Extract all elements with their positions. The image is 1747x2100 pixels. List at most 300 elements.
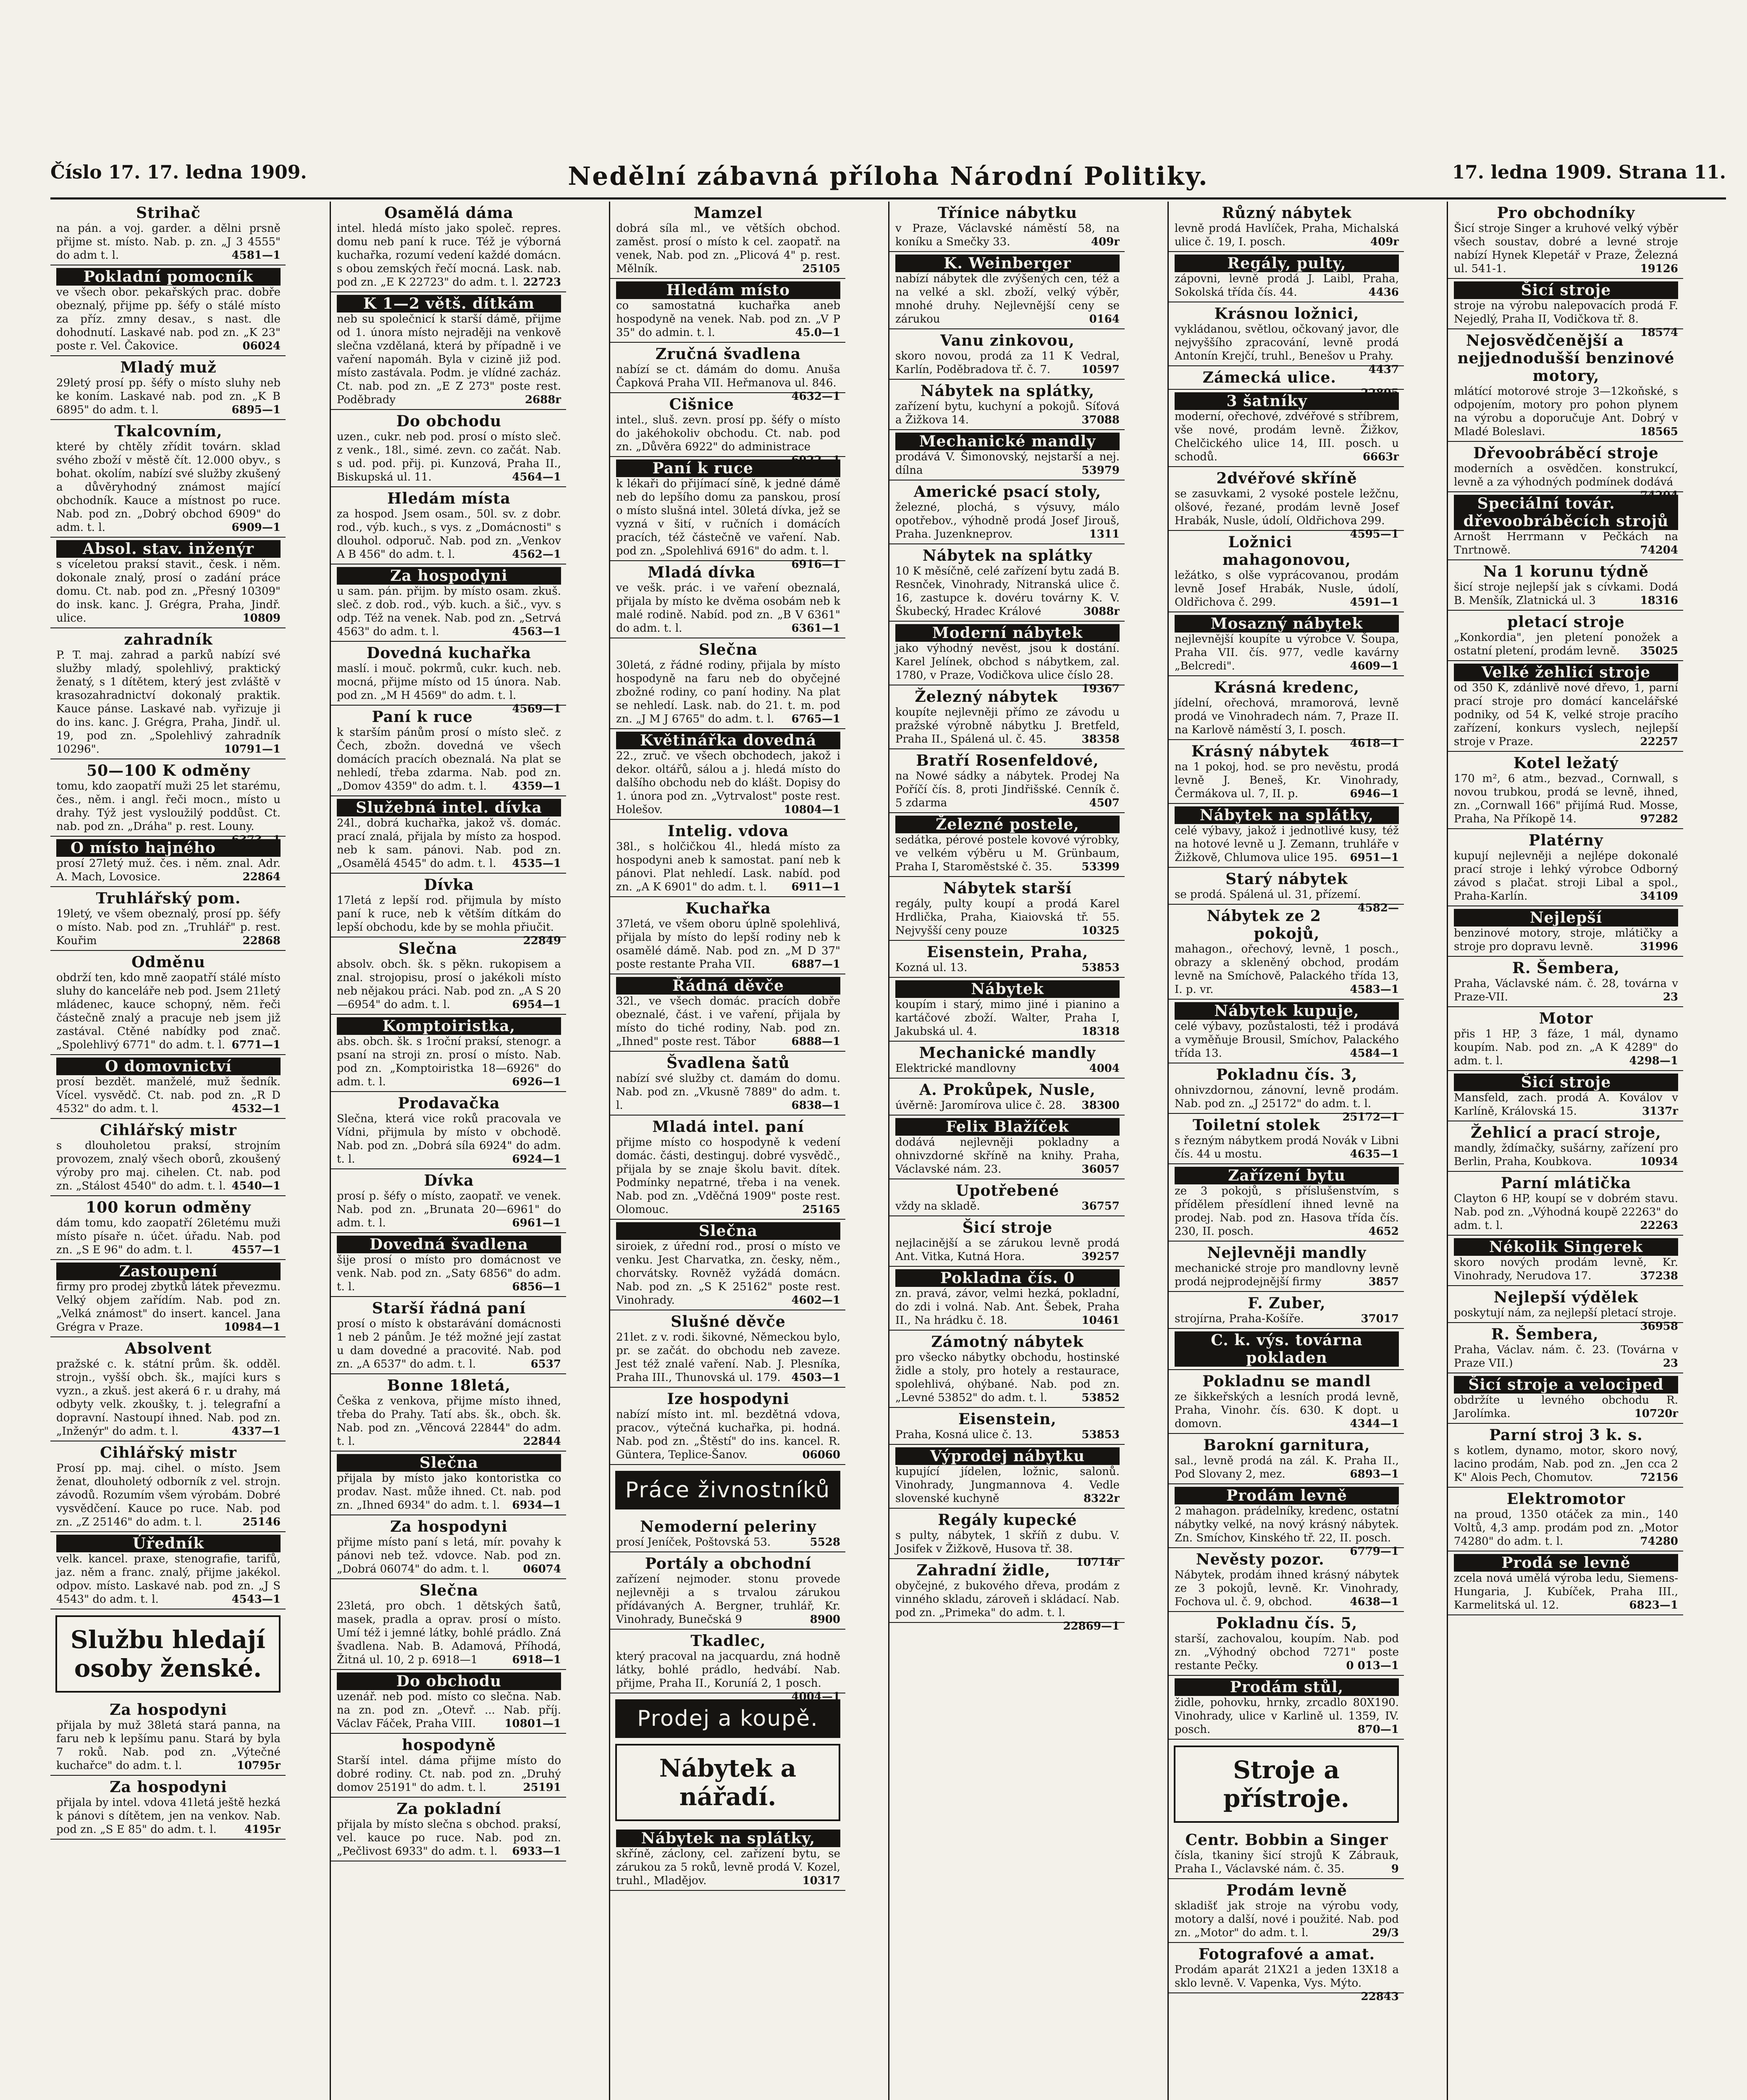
classified-ad (1169, 1879, 1404, 1943)
ad-body (1454, 530, 1678, 557)
ad-text: sedátka, pérové postele kovové výrobky, ve velkém výběru u M. Grünbaum, Praha I, Staroměstské č. 35. (895, 834, 1120, 873)
ad-code: 22263 (1640, 1219, 1678, 1232)
ad-text: přijala by místo jako kontoristka co prodav. Nast. může ihned. Ct. nab. pod zn. „Ihned 6934" do adm. t. l. (337, 1472, 561, 1512)
newspaper-title: Nedělní zábavná příloha Národní Politiky. (568, 162, 1209, 191)
ad-text: ve vešk. prác. i ve vaření obeznalá, přijala by místo ke dvěma osobám neb k malé rodině. Nabíd. pod zn. „B V 6361" do adm. t. l. (616, 582, 840, 635)
ad-text: Praha, Václavské nám. č. 28, továrna v Praze-VII. (1454, 977, 1678, 1003)
classified-ad (331, 642, 566, 715)
ad-code: 4635—1 (1350, 1148, 1399, 1160)
ad-code: 36757 (1081, 1200, 1120, 1213)
ad-body (895, 501, 1120, 541)
ad-body (337, 958, 561, 1011)
ad-text: nejlevnější koupíte u výrobce V. Šoupa, Praha VII. čís. 977, vedle kavárny „Belcredi". (1175, 633, 1399, 672)
ad-title: Ložnici mahagonovou, (1222, 533, 1351, 569)
ad-code: 6924—1 (512, 1153, 561, 1166)
ad-code: 4004 (1089, 1062, 1120, 1075)
ad-title: Květinářka dovedná (616, 732, 840, 749)
ad-code: 06024 (242, 340, 281, 352)
ad-title: Zámotný nábytek (931, 1333, 1084, 1351)
ad-text: na pán. a voj. garder. a dělni prsně přijme st. místo. Nab. p. zn. „J 3 4555" do adm t. l. (56, 222, 281, 262)
ad-text: úvěrně: Jaromírova ulice č. 28. (895, 1099, 1066, 1112)
classified-ad (1448, 1286, 1683, 1333)
ad-code: 4591—1 (1350, 596, 1399, 609)
ad-text: intel. hledá místo jako společ. repres. domu neb paní k ruce. Též je výborná kuchařka, rozumí vedení každé domácn. s obou zemských řečí mocná. Lask. nab. pod zn. „E K 22723" do adm. t. l. (337, 222, 561, 289)
ad-title: Nevěsty pozor. (1196, 1551, 1325, 1568)
ad-code: 10720r (1634, 1407, 1678, 1420)
ad-text: poskytují nám, za nejlepší pletací stroje. (1454, 1307, 1677, 1319)
ad-text: strojírna, Praha-Košíře. (1175, 1312, 1304, 1325)
ad-title: Eisenstein, Praha, (926, 943, 1089, 961)
classified-ad (610, 1052, 845, 1116)
ad-body (56, 1552, 281, 1606)
classified-ad (1169, 804, 1404, 868)
classified-ad (1169, 1000, 1404, 1063)
ad-title: Úředník (56, 1535, 281, 1552)
ad-text: obdržíte u levného obchodu R. Jarolímka. (1454, 1394, 1678, 1420)
ad-title: Šicí stroje (1454, 281, 1678, 299)
ad-code: 4507 (1089, 797, 1120, 809)
ad-code: 19367 (1081, 682, 1120, 695)
ad-title: Žehlicí a prací stroje, (1471, 1124, 1661, 1142)
classified-ad (1448, 1007, 1683, 1071)
ad-title: Starý nábytek (1225, 870, 1348, 888)
ad-text: vykládanou, světlou, očkovaný javor, dle nejvyššího zpracování, levně prodá Antonín Krejčí, truhl., Benešov u Prahy. (1175, 323, 1399, 362)
ad-text: dám tomu, kdo zaopatří 26letému muži místo písaře n. účet. úřadu. Nab. pod zn. „S E 96" do adm. t. l. (56, 1217, 281, 1256)
ad-text: se zasuvkami, 2 vysoké postele ležčnu, olšové, řezané, prodám levně Josef Hrabák, Nusle, údolí, Oldřichova 299. (1175, 488, 1399, 527)
classified-ad (331, 937, 566, 1015)
classified-ad (889, 380, 1125, 430)
classified-ad (331, 1515, 566, 1579)
ad-code: 6887—1 (791, 958, 840, 971)
ad-code: 870—1 (1357, 1723, 1399, 1736)
ad-title: Pro obchodníky (1497, 204, 1635, 222)
classified-ad (889, 1445, 1125, 1509)
ad-text: skříně, záclony, cel. zařízení bytu, se zárukou za 5 roků, levně prodá V. Kozel, truhl., Mladějov. (616, 1848, 840, 1887)
ad-code: 6893—1 (1350, 1468, 1399, 1480)
classified-ad (889, 1331, 1125, 1408)
ad-body (1175, 1312, 1399, 1326)
classified-ad (1169, 612, 1404, 676)
ad-code: 5528 (810, 1536, 840, 1549)
ad-body (1175, 824, 1399, 864)
ad-title: C. k. výs. továrna pokladen (1175, 1331, 1399, 1367)
ad-body (1175, 633, 1399, 673)
ad-body (1454, 1508, 1678, 1548)
ad-title: Mechanické mandly (919, 1044, 1096, 1062)
classified-ad (331, 564, 566, 642)
ad-code: 4602—1 (791, 1294, 840, 1307)
ad-code: 10317 (802, 1874, 840, 1887)
ad-body (1454, 1394, 1678, 1420)
ad-title: Cihlářský mistr (100, 1121, 237, 1139)
ad-title: Pokladnu čís. 5, (1216, 1614, 1358, 1632)
classified-ad (1448, 1071, 1683, 1121)
classified-ad (1448, 829, 1683, 906)
classified-ad (331, 1452, 566, 1515)
ad-body (895, 1465, 1120, 1505)
classified-ad (50, 951, 286, 1055)
ad-code: 31996 (1640, 940, 1678, 953)
ad-code: 6911—1 (791, 881, 840, 893)
ad-title: Regály, pulty, (1175, 255, 1399, 272)
ad-text: uzenář. neb pod. místo co slečna. Nab. na zn. pod zn. „Otevř. ... Nab. příj. Václav Fáček, Praha VIII. (337, 1690, 561, 1730)
ad-text: benzinové motory, stroje, mlátičky a stroje pro dopravu levně. (1454, 927, 1678, 953)
ad-title: Na 1 korunu týdně (1483, 563, 1649, 580)
ad-title: Železný nábytek (915, 688, 1058, 706)
ad-text: ve všech obor. pekařských prac. dobře obeznalý, přijme pp. šéfy o stálé místo za příz. zmny desav., s nast. dle dohodnutí. Laskavé nab. pod zn. „K 23" poste r. Vel. Čakovice. (56, 286, 281, 352)
ad-text: ze 3 pokojů, s příslušenstvím, s přídělem přesídlení ihned levně na prodej. Nab. pod zn. Hasova třída čís. 230, II. posch. (1175, 1185, 1399, 1238)
classified-ad (610, 1388, 845, 1465)
ad-body (337, 1690, 561, 1730)
ad-body (1175, 1454, 1399, 1481)
ad-code: 10791—1 (224, 743, 281, 756)
ad-code: 6926—1 (512, 1076, 561, 1088)
ad-title: Prodám levně (1175, 1487, 1399, 1504)
ad-text: kupují nejlevněji a nejlépe dokonalé prací stroje i lehký výrobce Odborný závod s plačat. stroji Libal a spol., Praha-Karlín. (1454, 850, 1678, 903)
ad-text: přijala by intel. vdova 41letá ještě hezká k pánovi s dítětem, jen na venkov. Nab. pod zn. „S E 85" do adm. t. l. (56, 1796, 281, 1836)
ad-code: 37088 (1081, 414, 1120, 426)
ad-title: Absol. stav. inženýr (56, 540, 281, 558)
ad-title: Absolvent (125, 1340, 212, 1357)
ad-text: k starším pánům prosí o místo sleč. z Čech, zbožn. dovedná ve všech domácích pracích obeznalá. Na plat se nehledí, třeba zdarma. Nab. pod zn. „Domov 4359" do adm. t. l. (337, 726, 561, 793)
ad-title: pletací stroje (1507, 613, 1625, 631)
ad-body (1175, 1899, 1399, 1940)
ad-code: 25172—1 (1342, 1111, 1399, 1124)
ad-text: k lékaři do přijímací síně, k jedné dámě neb do lepšího domu za panskou, prosí o místo slušná intel. 30letá dívka, jež se vyzná v šití, v ručních i domácích pracích, též částečně ve vaření. Nab. pod zn. „Spolehlivá 6916" do adm. t. l. (616, 478, 840, 557)
ad-text: pro všecko nábytky obchodu, hostinské židle a stoly, pro hotely a restaurace, spolehlivá, ohýbané. Nab. pod zn. „Levné 53852" do adm. t. l. (895, 1351, 1120, 1404)
ad-body (616, 1536, 840, 1549)
ad-text: 38l., s holčičkou 4l., hledá místo za hospodyni aneb k samostat. paní neb k pánovi. Plat nehledí. Lask. nabíd. pod zn. „A K 6901" do adm. t. l. (616, 840, 840, 893)
classified-ad (331, 410, 566, 487)
ad-body (1454, 1256, 1678, 1283)
classified-ad (610, 1827, 845, 1891)
ad-body (337, 1394, 561, 1448)
ad-title: Pokladnu čís. 3, (1216, 1066, 1358, 1084)
classified-ad (1448, 1488, 1683, 1551)
classified-ad (889, 1042, 1125, 1079)
ad-title: Parní mlátička (1500, 1174, 1632, 1192)
column-4 (888, 202, 1125, 2100)
ad-code: 22868 (242, 934, 281, 947)
ad-text: dodává nejlevněji pokladny a ohnivzdorné skříně na knihy. Praha, Václavské nám. 23. (895, 1136, 1120, 1176)
ad-code: 37238 (1640, 1270, 1678, 1282)
ad-body (337, 1189, 561, 1230)
classified-ad (610, 343, 845, 403)
ad-body (56, 1719, 281, 1772)
ad-text: obyčejné, z bukového dřeva, prodám z vinného skladu, zároveň i skládací. Nab. pod zn. „Primeka" do adm. t. l. (895, 1580, 1120, 1619)
ad-code: 53979 (1081, 464, 1120, 477)
ad-title: Ize hospodyni (667, 1390, 790, 1408)
ad-body (895, 272, 1120, 326)
ad-code: 29/3 (1372, 1927, 1399, 1939)
ad-body (895, 1200, 1120, 1213)
classified-ad (50, 887, 286, 951)
ad-code: 6838—1 (791, 1099, 840, 1112)
ad-body (616, 222, 840, 276)
ad-title: Motor (1539, 1010, 1593, 1027)
ad-title: Nékolik Singerek (1454, 1238, 1678, 1256)
ad-text: levně prodá Havlíček, Praha, Michalská ulice č. 19, I. posch. (1175, 222, 1399, 248)
ad-text: čísla, tkaniny šicí strojů K Zábrauk, Praha I., Václavské nám. č. 35. (1175, 1849, 1399, 1875)
ad-code: 6918—1 (512, 1654, 561, 1666)
ad-text: u sam. pán. přijm. by místo osam. zkuš. sleč. z dob. rod., výb. kuch. a šič., vyv. s odp. Též na venek. Nab. pod zn. „Setrvá 4563" do adm. t. l. (337, 585, 561, 638)
ad-text: 17letá z lepší rod. přijmula by místo paní k ruce, neb k větším dítkám do lepší obchodu, kde by se mohla přiučit. (337, 894, 561, 934)
ad-title: Krásnou ložnici, (1214, 305, 1359, 323)
ad-body (1454, 1572, 1678, 1612)
classified-ad (610, 974, 845, 1052)
ad-code: 4540—1 (231, 1180, 281, 1192)
classified-ad (1169, 531, 1404, 612)
ad-code: 3137r (1642, 1105, 1678, 1118)
ad-title: K. Weinberger (895, 255, 1120, 272)
ad-title: Kuchařka (685, 900, 771, 917)
classified-ad (1169, 676, 1404, 750)
ad-text: šije prosí o místo pro domácnost ve venk. Nab. pod zn. „Saty 6856" do adm. t. l. (337, 1254, 561, 1293)
ad-code: 4583—1 (1350, 983, 1399, 996)
ad-title: Nejlepší výdělek (1493, 1289, 1639, 1306)
ad-title: Mladá intel. paní (652, 1118, 804, 1136)
ad-body (1454, 631, 1678, 658)
ad-text: Prosí pp. maj. cihel. o místo. Jsem ženat, dlouholetý odborník z vel. strojn. závodů. Rozumím všem výrobám. Dobré vysvědčení. Kauce po ruce. Nab. pod zn. „Z 25146" do adm. t. l. (56, 1462, 281, 1528)
ad-code: 18574 (1640, 326, 1678, 339)
ad-title: Odměnu (131, 953, 205, 971)
ad-code: 4582— (1357, 902, 1399, 914)
classified-ad (1448, 1373, 1683, 1424)
ad-code: 53853 (1081, 1428, 1120, 1441)
ad-text: Elektrické mandlovny (895, 1062, 1016, 1075)
ad-body (337, 1035, 561, 1089)
ad-text: Praha, Václav. nám. č. 23. (Továrna v Praze VII.) (1454, 1344, 1678, 1370)
ad-code: 10809 (242, 612, 281, 625)
classified-ad (1448, 611, 1683, 661)
ad-text: mandly, ždímačky, sušárny, zařízení pro Berlin, Praha, Koubkova. (1454, 1142, 1678, 1168)
classified-ad (889, 941, 1125, 978)
ad-body (895, 642, 1120, 695)
ad-code: 4437 (1368, 363, 1399, 376)
ad-code: 18316 (1640, 594, 1678, 607)
ad-body (337, 222, 561, 289)
ad-code: 53399 (1081, 861, 1120, 873)
ad-body (337, 1472, 561, 1512)
ad-text: stroje na výrobu nalepovacích prodá F. Nejedlý, Praha II, Vodičkova tř. 8. (1454, 299, 1678, 326)
ad-text: šicí stroje nejlepší jak s cívkami. Dodá B. Menšík, Zlatnická ul. 3 (1454, 581, 1678, 607)
classified-ad (610, 1116, 845, 1220)
ad-code: 74280 (1640, 1535, 1678, 1548)
ad-text: Praha, Kosná ulice č. 13. (895, 1428, 1033, 1441)
ad-title: Bonne 18letá, (387, 1377, 511, 1394)
ad-text: abs. obch. šk. s 1roční praksí, stenogr. a psaní na stroji zn. prosí o místo. Nab. pod zn. „Komptoiristka 18—6926" do adm. t. l. (337, 1035, 561, 1088)
ad-code: 4652 (1368, 1225, 1399, 1238)
classified-ad (1448, 1172, 1683, 1236)
classified-ad (1169, 1292, 1404, 1329)
ad-code: 4632—1 (791, 390, 840, 403)
ad-code: 0 013—1 (1346, 1659, 1399, 1672)
ad-body (337, 1599, 561, 1667)
classified-ad (50, 1260, 286, 1337)
ad-title: Do obchodu (396, 412, 502, 430)
ad-code: 4532—1 (231, 1102, 281, 1115)
ad-body (56, 907, 281, 948)
ad-body (56, 1357, 281, 1438)
classified-ad (50, 1119, 286, 1196)
classified-ad (610, 202, 845, 279)
ad-text: mahagon., ořechový, levně, 1 posch., obrazy a skleněný obchod, prodám levně na Smíchově, Palackého třída 13, I. p. vr. (1175, 943, 1399, 996)
classified-ad (331, 1798, 566, 1861)
ad-text: na 1 pokoj, hod. se pro nevěstu, prodá levně J. Beneš, Kr. Vinohrady, Čermákova ul. 7, II. p. (1175, 761, 1399, 800)
ad-body (895, 1287, 1120, 1327)
ad-code: 2688r (525, 394, 561, 406)
ad-body (56, 971, 281, 1052)
ad-text: siroiek, z úřední rod., prosí o místo ve venku. Jest Charvatka, zn. česky, něm., chorvátsky. Rovněž vyžádá domácn. Nab. pod zn. „S K 25162" poste rest. Vinohrady. (616, 1240, 840, 1307)
column-5 (1167, 202, 1404, 2100)
ad-text: Prodám aparát 21X21 a jeden 13X18 a sklo levně. V. Vapenka, Vys. Mýto. (1175, 1964, 1399, 1990)
section-heading-box: Práce živnostníků (615, 1471, 840, 1509)
ad-title: O domovnictví (56, 1058, 281, 1075)
ad-body (1454, 927, 1678, 953)
ad-title: Šicí stroje (1454, 1074, 1678, 1091)
ad-body (1175, 1963, 1399, 2003)
ad-title: 50—100 K odměny (87, 762, 250, 780)
ad-code: 6663r (1362, 451, 1399, 463)
ad-text: se prodá. Spálená ul. 31, přízemí. (1175, 888, 1361, 901)
ad-text: prosí Jeníček, Poštovská 53. (616, 1536, 771, 1549)
classified-ad (1448, 492, 1683, 560)
ad-title: Slečna (699, 641, 758, 659)
ad-text: skoro novou, prodá za 11 K Vedral, Karlín, Poděbradova tř. č. 7. (895, 350, 1120, 376)
ad-body (895, 450, 1120, 477)
classified-ad (889, 252, 1125, 329)
ad-title: Nábytek na splátky, (616, 1830, 840, 1847)
ad-code: 23 (1663, 991, 1678, 1003)
ad-text: s dlouholetou praksí, strojním provozem, znalý všech oborů, zkoušený výroby pro maj. cihelen. Ct. nab. pod zn. „Stálost 4540" do adm. t. l. (56, 1139, 281, 1192)
column-1 (50, 202, 286, 2100)
ad-code: 10795r (236, 1759, 281, 1772)
ad-title: Cihlářský mistr (100, 1444, 237, 1462)
ad-code: 6888—1 (791, 1035, 840, 1048)
ad-title: Truhlářský pom. (96, 890, 241, 907)
classified-ad (331, 487, 566, 564)
ad-title: Různý nábytek (1222, 204, 1352, 222)
ad-title: Barokní garnitura, (1203, 1436, 1370, 1454)
ad-code: 74204 (1640, 489, 1678, 502)
classified-ad (331, 706, 566, 796)
classified-ad (1169, 1370, 1404, 1434)
ad-code: 22723 (523, 276, 561, 289)
ad-title: Slečna (398, 940, 457, 958)
ad-title: Řádná děvče (616, 977, 840, 995)
ad-body (56, 440, 281, 534)
classified-ad (889, 1216, 1125, 1267)
classified-ad (610, 279, 845, 343)
ad-code: 4337—1 (231, 1425, 281, 1438)
ad-text: absolv. obch. šk. s pěkn. rukopisem a znal. strojopisu, prosí o jakékoli místo neb nějakou práci. Nab. pod zn. „A S 20—6954" do adm. t. l. (337, 958, 561, 1011)
ad-code: 3088r (1083, 605, 1120, 618)
ad-body (337, 1317, 561, 1371)
ad-body (616, 477, 840, 571)
ad-text: nabízí své služby ct. damám do domu. Nab. pod zn. „Vkusně 7889" do adm. t. l. (616, 1072, 840, 1112)
classified-ad (889, 480, 1125, 544)
ad-code: 4581—1 (231, 249, 281, 262)
classified-ad (1169, 1612, 1404, 1676)
ad-body (337, 1818, 561, 1858)
ad-text: železné, plochá, s výsuvy, málo opotřebov., výhodně prodá Josef Jirouš, Praha. Juzenkneprov. (895, 501, 1120, 541)
ad-text: 10 K měsíčně, celé zařízení bytu zadá B. Resnček, Vinohrady, Nitranská ulice č. 16, zastupce k. dovéru továrny K. V. Škubecký, Hradec Králové (895, 565, 1120, 618)
ad-title: Mamzel (693, 204, 763, 222)
ad-body (616, 1650, 840, 1703)
ad-body (337, 1253, 561, 1294)
ad-code: 6823—1 (1629, 1599, 1678, 1612)
ad-title: Centr. Bobbin a Singer (1185, 1831, 1388, 1849)
ad-text: pražské c. k. státní prům. šk. odděl. strojn., vyšší obch. šk., majíci kurs s vyzn., a zkuš. jest akerá 6 r. u drahy, má odbyty velk. zkoušky, t. j. telegrafní a dopravní. Nastoupí ihned. Nab. pod zn. „Inženýr" do adm. t. l. (56, 1358, 281, 1438)
ad-code: 4562—1 (512, 548, 561, 561)
ad-text: ohnivzdornou, zánovní, levně prodám. Nab. pod zn. „J 25172" do adm. t. l. (1175, 1084, 1399, 1110)
ad-text: co samostatná kuchařka aneb hospodyně na venek. Nab. pod zn. „V P 35" do admin. t. l. (616, 299, 840, 339)
classified-ad (50, 265, 286, 356)
ad-text: sal., levně prodá na zál. K. Praha II., Pod Slovany 2, mez. (1175, 1454, 1399, 1480)
classified-ad (889, 877, 1125, 941)
ad-text: neb su společnicí k starší dámě, přijme od 1. února místo nejraději na venkově slečna vzdělaná, která by případně i ve vaření napomáh. Byla v cizině již pod. místo zastávala. Podm. je vlídné zacház. Ct. nab. pod zn. „E Z 273" poste rest. Poděbrady (337, 313, 561, 406)
ad-text: 2 mahagon. prádelníky, kredenc, ostatní nábytky velké, na nový krásný nábytek. Zn. Smíchov, Kinského tř. 22, II. posch. (1175, 1505, 1399, 1544)
ad-text: firmy pro prodej zbytků látek převezmu. Velký objem zařídím. Nab. pod zn. „Velká známost" do insert. kancel. Jana Grégra v Praze. (56, 1281, 281, 1334)
classified-ad (50, 420, 286, 538)
ad-body (56, 558, 281, 625)
ad-text: 23letá, pro obch. 1 dětských šatů, masek, pradla a oprav. prosí o místo. Umí též i jemné látky, bohlé prádlo. Zná švadlena. Nab. B. Adamová, Příhodá, Žitná ul. 10, 2 p. 6918—1 (337, 1600, 561, 1666)
ad-code: 0164 (1089, 313, 1120, 326)
classified-ad (1448, 560, 1683, 611)
ad-body (337, 816, 561, 870)
ad-title: Šicí stroje a velociped (1454, 1376, 1678, 1394)
classified-columns (50, 202, 1726, 2100)
ad-text: na proud, 1350 otáček za min., 140 Voltů, 4,3 amp. prodám pod zn. „Motor 74280" do adm. t. l. (1454, 1508, 1678, 1548)
classified-ad (331, 292, 566, 410)
ad-body (56, 1139, 281, 1193)
ad-body (616, 1847, 840, 1887)
classified-ad (50, 1196, 286, 1260)
ad-title: Dovedná kuchařka (366, 644, 532, 662)
ad-title: Nábytek na splátky (922, 547, 1093, 564)
classified-ad (50, 1441, 286, 1532)
ad-code: 1311 (1089, 528, 1120, 541)
ad-body (337, 726, 561, 793)
ad-text: s víceletou praksí stavit., česk. i něm. dokonale znalý, prosí o zadání práce domu. Ct. nab. pod zn. „Přesný 10309" do insk. kanc. J. Grégra, Praha, Jindř. ulice. (56, 558, 281, 625)
ad-title: Dívka (424, 876, 474, 894)
ad-code: 10804—1 (784, 803, 840, 816)
ad-code: 6909—1 (231, 521, 281, 534)
classified-ad (1169, 1434, 1404, 1484)
ad-body (895, 1351, 1120, 1404)
classified-ad (889, 622, 1125, 695)
ad-title: Platérny (1529, 832, 1603, 849)
ad-title: Nemoderní peleriny (640, 1518, 816, 1536)
classified-ad (1169, 1676, 1404, 1740)
ad-code: 3857 (1368, 1276, 1399, 1288)
ad-title: Upotřebené (955, 1182, 1060, 1200)
ad-body (895, 1099, 1120, 1112)
ad-text: moderní, ořechové, zdvéřové s stříbrem, vše nové, prodám levně. Žižkov, Chelčického ulice 14, III. posch. u schodů. (1175, 410, 1399, 463)
ad-title: Železné postele, (895, 816, 1120, 833)
ad-body (895, 998, 1120, 1038)
ad-title: 3 šatníky (1175, 392, 1399, 410)
classified-ad (889, 813, 1125, 877)
ad-text: Slečna, která vice roků pracovala ve Vídni, přijmula by místo v obchodě. Nab. pod zn. „Dobrá síla 6924" do adm. t. l. (337, 1113, 561, 1166)
classified-ad (1448, 1121, 1683, 1172)
ad-code: 22805 (1361, 387, 1399, 399)
ad-body (56, 857, 281, 884)
ad-body (56, 780, 281, 846)
ad-body (1454, 1444, 1678, 1484)
ad-text: 32l., ve všech domác. pracích dobře obeznalé, část. i ve vaření, přijala by místo do tiché rodiny, Nab. pod zn. „Ihned" poste rest. Tábor (616, 995, 840, 1048)
classified-ad (1448, 279, 1683, 339)
